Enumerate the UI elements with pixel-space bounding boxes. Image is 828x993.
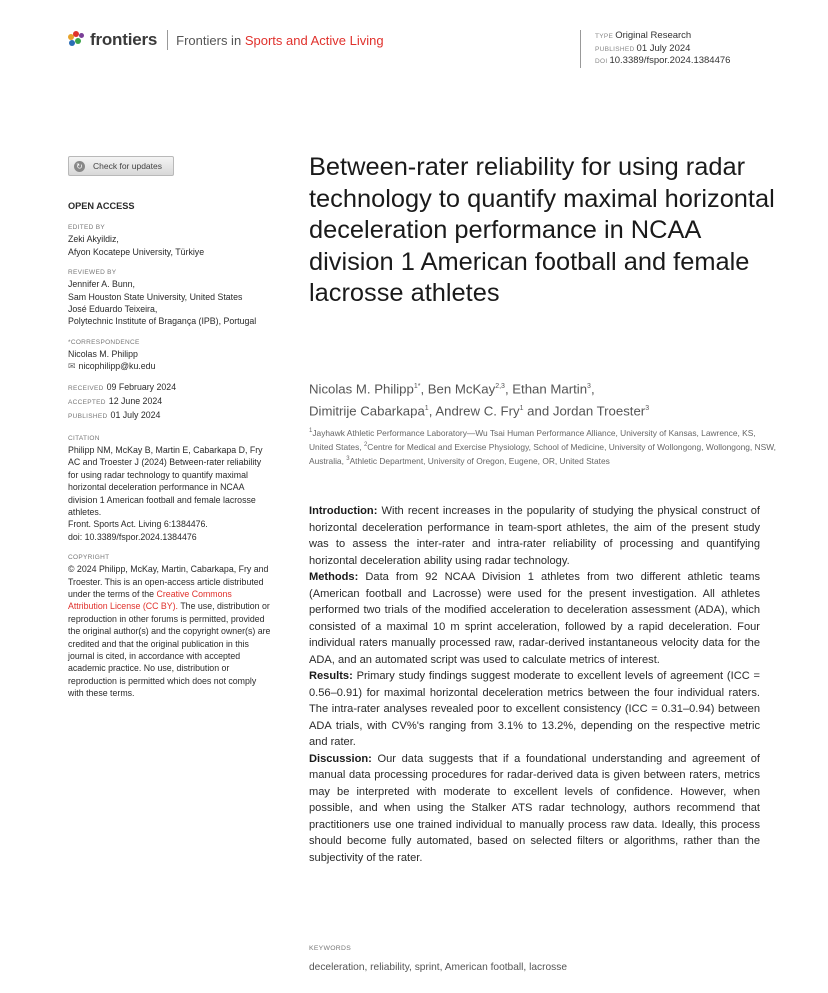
editor-affiliation: Afyon Kocatepe University, Türkiye: [68, 246, 205, 257]
affiliation-marker: 2: [363, 442, 368, 448]
edited-by-label: EDITED BY: [68, 224, 106, 232]
journal-title: Sports and Active Living: [244, 32, 384, 48]
article-meta: [580, 30, 730, 68]
author-affiliation-marker: 1: [424, 405, 429, 413]
citation-label: CITATION: [68, 434, 100, 442]
accepted-date: ACCEPTED 12 June 2024: [68, 396, 163, 407]
open-access-label: OPEN ACCESS: [68, 201, 135, 211]
article-title: Between-rater reliability for using radar technology to quantify maximal horizontal deceleration performance in NCAA division 1 American football and female lacrosse athletes: [309, 153, 775, 308]
editor-name: Zeki Akyildiz,: [68, 234, 119, 245]
abstract-section: [309, 751, 760, 867]
publisher-logo[interactable]: [68, 30, 384, 50]
received-date: RECEIVED 09 February 2024: [68, 381, 177, 392]
header-divider: [167, 30, 168, 50]
affiliations: [309, 425, 779, 467]
cc-by-license-link[interactable]: Creative Commons Attribution License (CC BY).: [68, 588, 232, 612]
abstract-text: Our data suggests that if a foundational understanding and agreement of manual data processing procedures for radar-derived data is given between raters, metrics may be interpreted with moderate to excellent levels of confidence. However, when possible, and when using the Stalker ATS radar technology, authors recommend that practitioners use one trained individual to manually process raw data. Ideally, this process should become fully automated, based on selected filters or algorithms, rather than the subjectivity of the rater.: [309, 752, 760, 864]
abstract-heading: Discussion:: [309, 752, 372, 765]
abstract-section: [309, 503, 760, 569]
citation-doi[interactable]: doi: 10.3389/fspor.2024.1384476: [68, 531, 197, 542]
reviewer-affiliation: Polytechnic Institute of Bragança (IPB), Portugal: [68, 316, 257, 327]
check-for-updates-button[interactable]: [68, 156, 174, 176]
correspondence-label: *CORRESPONDENCE: [68, 338, 140, 346]
author-name[interactable]: Ben McKay: [427, 381, 496, 397]
citation-journal: Front. Sports Act. Living 6:1384476.: [68, 519, 208, 530]
author-affiliation-marker: 3: [645, 405, 650, 413]
refresh-icon: ↻: [74, 161, 85, 172]
abstract-section: [309, 569, 760, 668]
reviewer-name: Jennifer A. Bunn,: [68, 279, 135, 290]
author-name[interactable]: Andrew C. Fry: [435, 403, 520, 419]
correspondence-name: Nicolas M. Philipp: [68, 348, 138, 359]
correspondence-email[interactable]: ✉ nicophilipp@ku.edu: [68, 361, 156, 372]
journal-prefix: Frontiers in: [176, 32, 242, 48]
author-name[interactable]: Dimitrije Cabarkapa: [309, 403, 425, 419]
author-name[interactable]: Nicolas M. Philipp: [309, 381, 414, 397]
affiliation-text: Jayhawk Athletic Performance Laboratory—Wu Tsai Human Performance Alliance, University of Kansas, Lawrence, KS, United States,: [309, 427, 756, 452]
meta-published: PUBLISHED 01 July 2024: [595, 42, 691, 54]
keywords-label: KEYWORDS: [309, 945, 352, 952]
check-for-updates-label: Check for updates: [93, 161, 162, 171]
publisher-name: frontiers: [90, 30, 158, 49]
affiliation-marker: 3: [346, 456, 350, 462]
reviewed-by-label: REVIEWED BY: [68, 269, 117, 277]
copyright-label: COPYRIGHT: [68, 554, 110, 562]
article-dates: [68, 381, 273, 424]
journal-name: [176, 33, 383, 48]
abstract-heading: Methods:: [309, 571, 359, 583]
author-affiliation-marker: 2,3: [495, 383, 505, 390]
abstract-heading: Introduction:: [309, 505, 378, 517]
affiliation-text: Centre for Medical and Exercise Physiology, School of Medicine, University of Wollongong, Wollongong, NSW, Australia,: [309, 441, 776, 466]
meta-doi[interactable]: DOI 10.3389/fspor.2024.1384476: [595, 55, 731, 66]
abstract-text: Data from 92 NCAA Division 1 athletes from two different athletic teams (American football and Lacrosse) were used for the present investigation. All athletes performed two trials of the modified acceleration to deceleration assessment (ADA), which consisted of a maximal 10 m sprint acceleration, followed by a rapid deceleration. Four individual raters manually processed raw, radar-derived instantaneous velocity data for the ADA, and an automated script was used to calculate metrics of interest.: [309, 571, 760, 666]
sidebar: [68, 200, 273, 700]
affiliation-marker: 1: [309, 428, 313, 434]
reviewer-name: José Eduardo Teixeira,: [68, 304, 158, 315]
keywords: deceleration, reliability, sprint, American football, lacrosse: [309, 962, 568, 973]
abstract-heading: Results:: [309, 670, 353, 682]
abstract-section: [309, 668, 760, 751]
copyright-text: © 2024 Philipp, McKay, Martin, Cabarkapa, Fry and Troester. This is an open-access article distributed under the terms of the Creative Commons Attribution License (CC BY). The use, distribution or reproduction in other forums is permitted, provided the original author(s) and the copyright owner(s) are credited and that the original publication in this journal is cited, in accordance with accepted academic practice. No use, distribution or reproduction is permitted which does not comply with these terms.: [68, 564, 271, 699]
affiliation-text: Athletic Department, University of Oregon, Eugene, OR, United States: [349, 455, 610, 466]
citation-text: Philipp NM, McKay B, Martin E, Cabarkapa D, Fry AC and Troester J (2024) Between-rater reliability for using radar technology to quantify maximal horizontal deceleration performance in NCAA division 1 American football and female lacrosse athletes.: [68, 444, 263, 517]
frontiers-logo-icon: [68, 31, 86, 49]
author-name[interactable]: Ethan Martin: [512, 381, 588, 397]
reviewer-affiliation: Sam Houston State University, United States: [68, 291, 243, 302]
author-affiliation-marker: 1: [519, 405, 524, 413]
abstract-text: With recent increases in the popularity of studying the physical construct of horizontal deceleration performance in team-sport athletes, the aim of the present study was to assess the inter-rater and intra-rater reliability of processing and quantifying horizontal deceleration ability using radar technology.: [309, 505, 760, 567]
published-date: PUBLISHED 01 July 2024: [68, 410, 161, 421]
email-icon: ✉: [68, 361, 76, 372]
author-list: Nicolas M. Philipp$^{1*}$, Ben McKay$^{2,3}$, Ethan Martin$^3$, Dimitrije Cabarkapa$^1$, Andrew C. Fry$^1$ and Jordan Troester$^3$: [309, 381, 650, 419]
abstract: [309, 503, 760, 866]
author-affiliation-marker: 1*: [413, 383, 421, 390]
abstract-text: Primary study findings suggest moderate to excellent levels of agreement (ICC = 0.56–0.91) for maximal horizontal deceleration metrics between the four individual raters. The intra-rater analyses revealed poor to excellent consistency (ICC = 0.31–0.94) between ADA trials, with CV%'s ranging from 3.1% to 13.2%, depending on the respective metric and rater.: [309, 670, 760, 748]
author-name[interactable]: Jordan Troester: [552, 403, 646, 419]
meta-type: TYPE Original Research: [595, 30, 692, 41]
author-affiliation-marker: 3: [587, 383, 591, 390]
